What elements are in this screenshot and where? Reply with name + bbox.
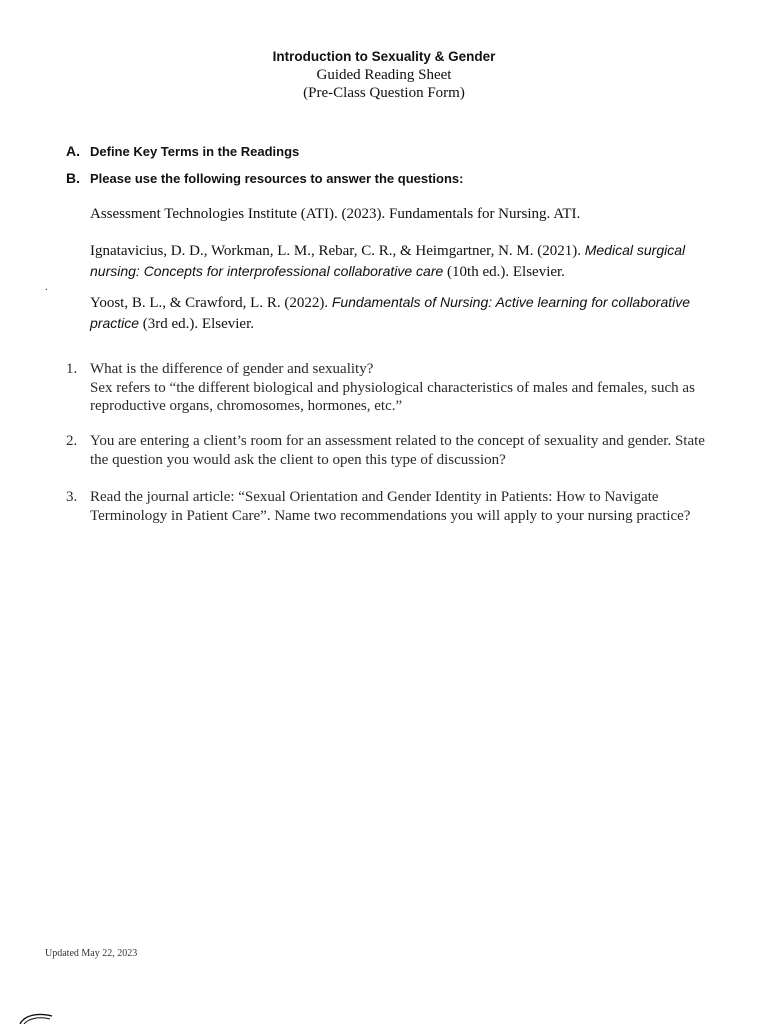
- section-a-letter: A.: [66, 143, 80, 159]
- section-a-heading: [66, 143, 299, 160]
- reference-ignatavicius: [90, 241, 720, 282]
- document-subtitle-form: (Pre-Class Question Form): [303, 85, 465, 101]
- question-1-answer: Sex refers to “the different biological and physiological characteristics of males and females, such as reproductive organs, chromosomes, hormones, etc.”: [90, 379, 695, 414]
- section-b-heading: [66, 170, 463, 187]
- reference-yoost: [90, 293, 720, 334]
- reference-ignatavicius-edition: (10th ed.). Elsevier.: [443, 263, 565, 280]
- swoosh-logo-icon: [18, 1010, 58, 1024]
- question-1-text: What is the difference of gender and sexuality?: [90, 361, 374, 377]
- section-b-letter: B.: [66, 170, 80, 186]
- question-1-number: 1.: [66, 361, 78, 377]
- section-a-text: Define Key Terms in the Readings: [90, 144, 300, 159]
- reference-ignatavicius-title: Medical surgical nursing: Concepts for interprofessional collaborative care: [90, 242, 686, 279]
- reference-ignatavicius-authors: Ignatavicius, D. D., Workman, L. M., Rebar, C. R., & Heimgartner, N. M. (2021).: [90, 243, 585, 259]
- document-subtitle: Guided Reading Sheet: [316, 67, 452, 83]
- document-title: Introduction to Sexuality & Gender: [272, 49, 496, 64]
- question-3-number: 3.: [66, 489, 78, 505]
- question-3: [66, 488, 726, 525]
- question-3-text: Read the journal article: “Sexual Orientation and Gender Identity in Patients: How to Navigate Terminology in Patient Care”. Name two recommendations you will apply to your nursing practice?: [90, 489, 691, 524]
- stray-mark: .: [45, 282, 48, 293]
- question-2-number: 2.: [66, 433, 78, 449]
- reference-yoost-edition: (3rd ed.). Elsevier.: [139, 315, 254, 332]
- question-1: [66, 360, 726, 416]
- document-header: [0, 48, 768, 102]
- reference-yoost-title: Fundamentals of Nursing: Active learning for collaborative practice: [90, 294, 691, 331]
- reference-ati: Assessment Technologies Institute (ATI). (2023). Fundamentals for Nursing. ATI.: [90, 206, 581, 222]
- question-2: [66, 432, 726, 469]
- footer-updated-date: Updated May 22, 2023: [45, 948, 138, 959]
- question-2-text: You are entering a client’s room for an assessment related to the concept of sexuality and gender. State the question you would ask the client to open this type of discussion?: [90, 433, 705, 468]
- section-b-text: Please use the following resources to answer the questions:: [90, 171, 464, 186]
- reference-yoost-authors: Yoost, B. L., & Crawford, L. R. (2022).: [90, 295, 332, 311]
